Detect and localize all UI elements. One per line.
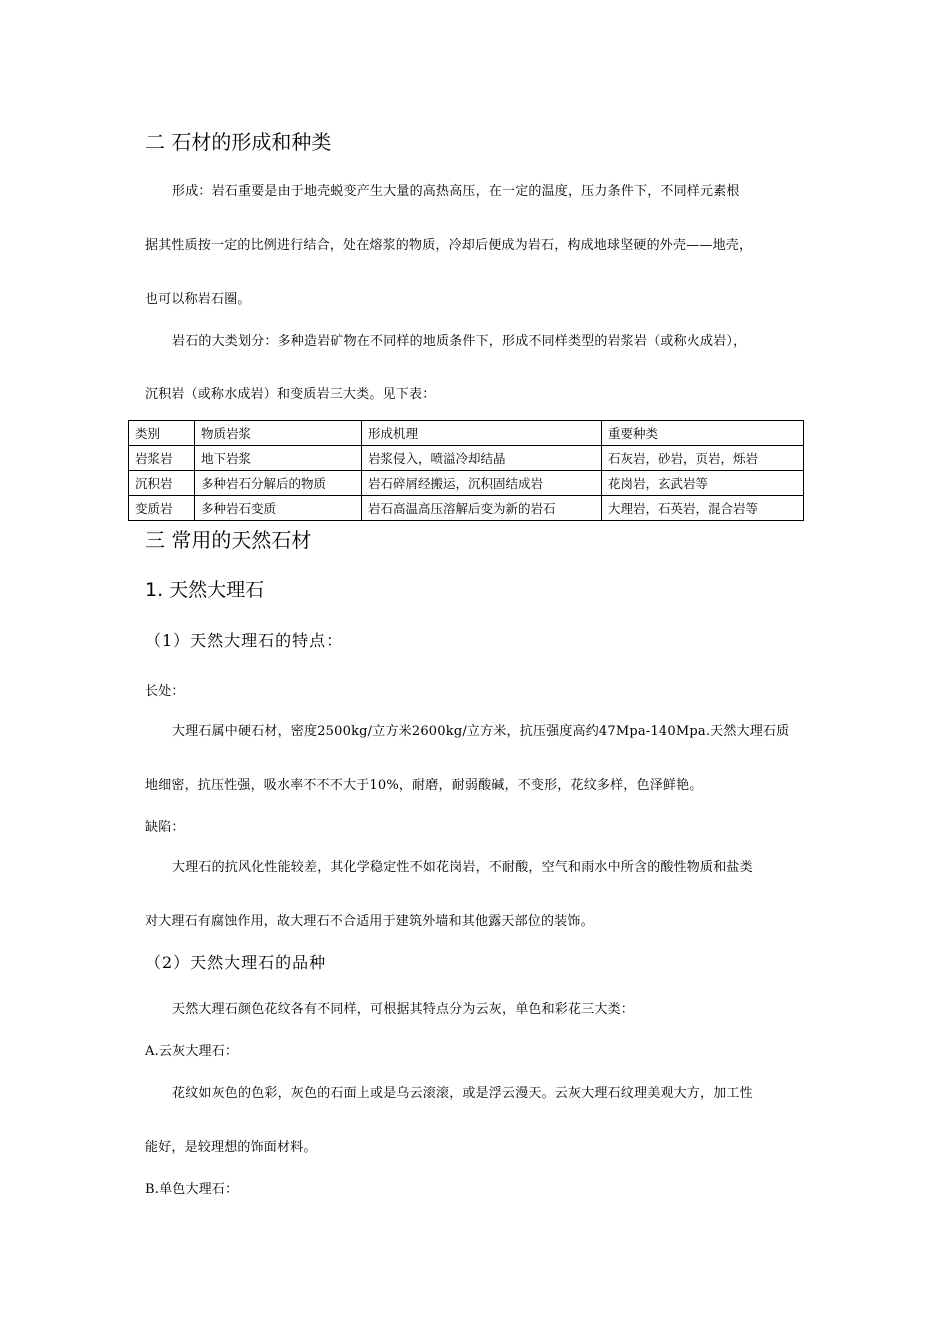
table-header-cell: 形成机理: [362, 421, 602, 446]
classification-line-1: 岩石的大类划分：多种造岩矿物在不同样的地质条件下，形成不同样类型的岩浆岩（或称火成岩），: [172, 334, 747, 349]
table-cell: 地下岩浆: [195, 446, 362, 471]
table-cell: 大理岩，石英岩，混合岩等: [602, 496, 804, 521]
variety-a-label: A.云灰大理石：: [145, 1044, 239, 1059]
pros-line-2: 地细密，抗压性强，吸水率不不不大于10%，耐磨，耐弱酸碱，不变形，花纹多样，色泽鲜艳。: [145, 778, 703, 793]
variety-b-label: B.单色大理石：: [145, 1182, 239, 1197]
variety-a-line-1: 花纹如灰色的色彩，灰色的石面上或是乌云滚滚，或是浮云漫天。云灰大理石纹理美观大方，加工性: [172, 1086, 753, 1101]
table-cell: 石灰岩，砂岩，页岩，烁岩: [602, 446, 804, 471]
table-row: [129, 471, 804, 496]
formation-line-3: 也可以称岩石圈。: [145, 292, 251, 307]
rock-types-table: [128, 420, 804, 521]
table-cell: 多种岩石变质: [195, 496, 362, 521]
table-header-cell: 类别: [129, 421, 195, 446]
table-cell: 岩浆岩: [129, 446, 195, 471]
table-header-row: [129, 421, 804, 446]
cons-label: 缺陷：: [145, 820, 185, 835]
table-cell: 岩浆侵入，喷溢冷却结晶: [362, 446, 602, 471]
table-cell: 花岗岩，玄武岩等: [602, 471, 804, 496]
varieties-intro: 天然大理石颜色花纹各有不同样，可根据其特点分为云灰，单色和彩花三大类：: [172, 1002, 635, 1017]
table-cell: 岩石高温高压溶解后变为新的岩石: [362, 496, 602, 521]
table-cell: 沉积岩: [129, 471, 195, 496]
table-row: [129, 446, 804, 471]
cons-line-1: 大理石的抗风化性能较差，其化学稳定性不如花岗岩，不耐酸，空气和雨水中所含的酸性物质和盐类: [172, 860, 753, 875]
table-header-cell: 重要种类: [602, 421, 804, 446]
varieties-heading: （2）天然大理石的品种: [145, 953, 327, 972]
variety-a-line-2: 能好，是较理想的饰面材料。: [145, 1140, 317, 1155]
table-header-cell: 物质岩浆: [195, 421, 362, 446]
formation-line-2: 据其性质按一定的比例进行结合，处在熔浆的物质，冷却后便成为岩石，构成地球坚硬的外壳——地壳，: [145, 238, 753, 253]
table-row: [129, 496, 804, 521]
section-2-title: 二 石材的形成和种类: [145, 130, 332, 154]
table-cell: 变质岩: [129, 496, 195, 521]
section-3-title: 三 常用的天然石材: [145, 528, 312, 552]
table-cell: 多种岩石分解后的物质: [195, 471, 362, 496]
pros-label: 长处：: [145, 684, 185, 699]
table-cell: 岩石碎屑经搬运，沉积固结成岩: [362, 471, 602, 496]
cons-line-2: 对大理石有腐蚀作用，故大理石不合适用于建筑外墙和其他露天部位的装饰。: [145, 914, 594, 929]
classification-line-2: 沉积岩（或称水成岩）和变质岩三大类。见下表：: [145, 387, 436, 402]
pros-line-1: 大理石属中硬石材，密度2500kg/立方米2600kg/立方米，抗压强度高约47Mpa-140Mpa.天然大理石质: [172, 724, 790, 739]
features-heading: （1）天然大理石的特点：: [145, 631, 344, 650]
formation-line-1: 形成：岩石重要是由于地壳蜕变产生大量的高热高压，在一定的温度，压力条件下，不同样元素根: [172, 184, 740, 199]
subsection-1-title: 1. 天然大理石: [145, 579, 265, 601]
